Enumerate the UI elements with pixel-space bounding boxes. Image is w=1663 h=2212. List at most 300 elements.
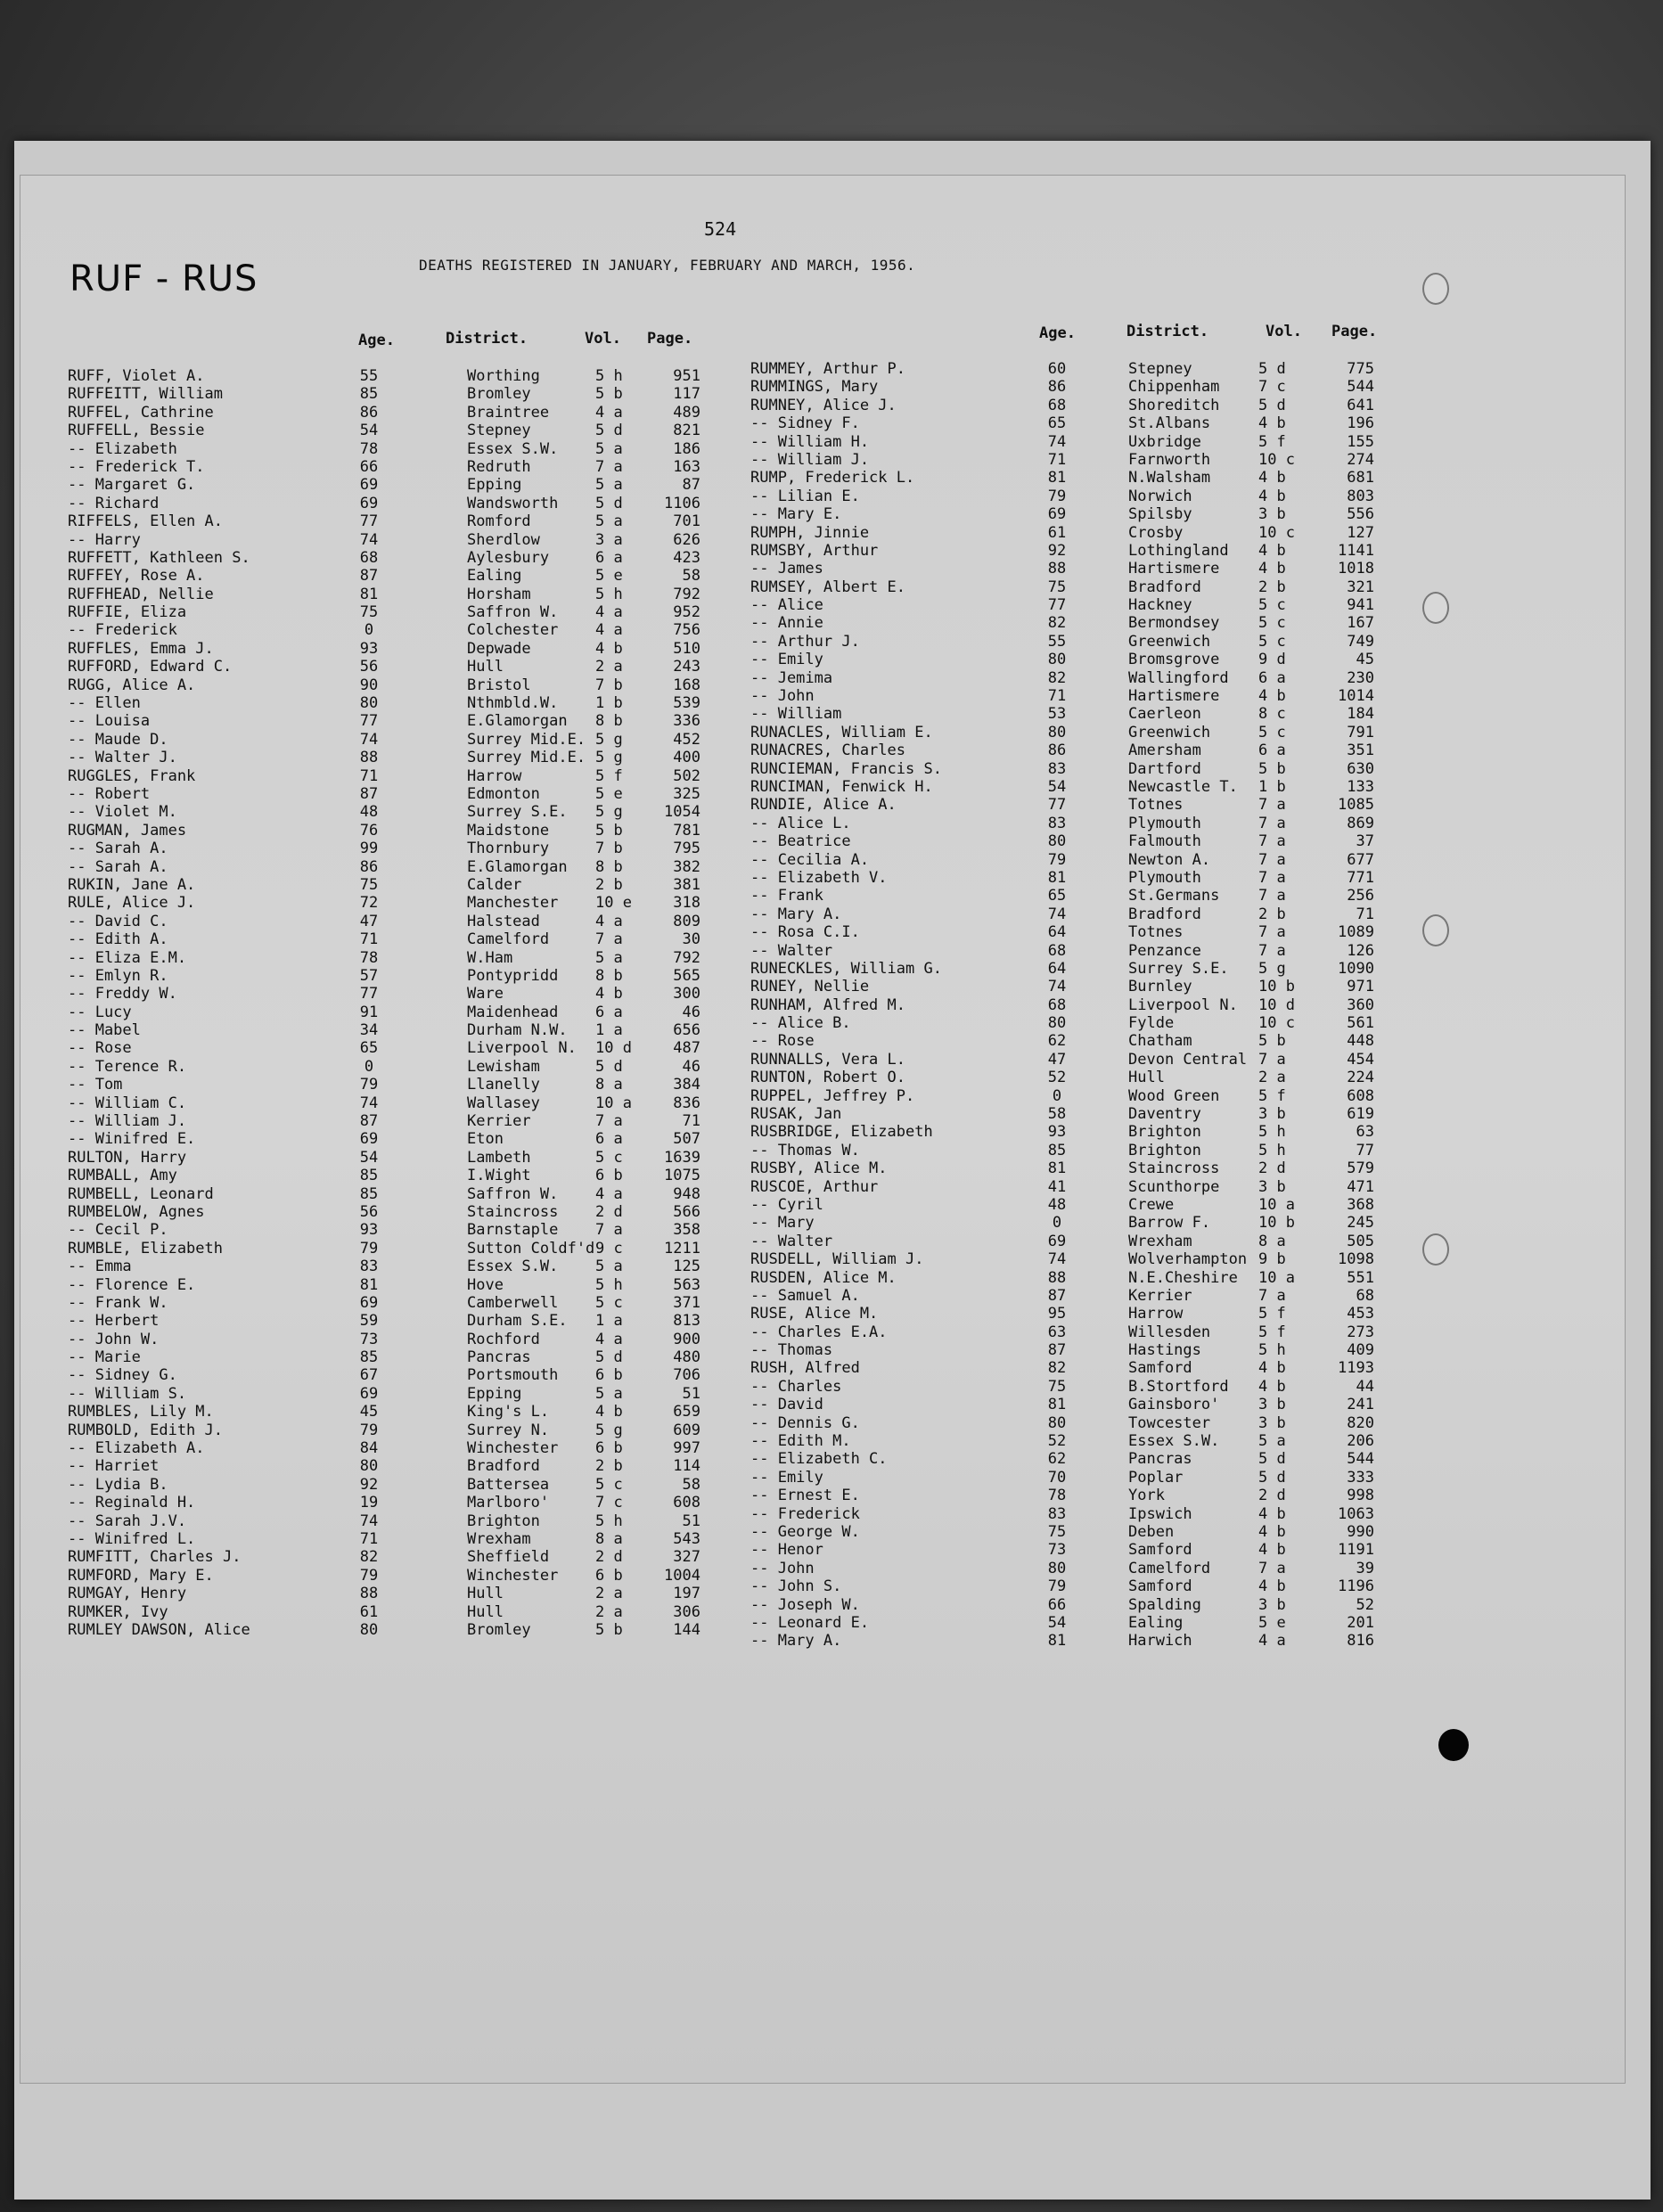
- entry-age: 80: [1047, 1559, 1067, 1577]
- entry-page: 1191: [1338, 1541, 1374, 1560]
- register-entry: [68, 840, 745, 857]
- entry-volume: 2 d: [595, 1202, 623, 1221]
- entry-district: Essex S.W.: [1128, 1432, 1220, 1451]
- entry-page: 382: [673, 857, 700, 876]
- entry-volume: 8 a: [595, 1530, 623, 1548]
- entry-page: 333: [1347, 1468, 1374, 1487]
- binder-hole: [1422, 592, 1449, 624]
- entry-page: 1098: [1338, 1250, 1374, 1269]
- entry-page: 71: [1356, 905, 1374, 923]
- entry-district: Plymouth: [1128, 868, 1201, 887]
- entry-volume: 9 d: [1258, 651, 1286, 669]
- entry-district: Barrow F.: [1128, 1214, 1211, 1233]
- entry-name: -- William C.: [68, 1094, 187, 1112]
- register-entry: [68, 1058, 745, 1076]
- entry-volume: 10 c: [1258, 1014, 1295, 1033]
- register-entry: [750, 741, 1410, 759]
- entry-age: 80: [359, 1620, 379, 1639]
- entry-volume: 5 h: [595, 367, 623, 385]
- entry-district: Wallasey: [467, 1094, 540, 1112]
- register-entry: [68, 1457, 745, 1475]
- entry-district: Plymouth: [1128, 814, 1201, 832]
- entry-name: RUFFETT, Kathleen S.: [68, 548, 250, 567]
- register-entry: [68, 1494, 745, 1512]
- entry-page: 114: [673, 1457, 700, 1476]
- entry-page: 454: [1347, 1050, 1374, 1069]
- entry-volume: 3 a: [595, 530, 623, 549]
- register-entry: [68, 1185, 745, 1203]
- register-entry: [750, 1250, 1410, 1268]
- entry-volume: 5 b: [595, 385, 623, 404]
- entry-district: Harrow: [1128, 1305, 1184, 1323]
- entry-page: 813: [673, 1312, 700, 1331]
- register-entry: [750, 1287, 1410, 1305]
- entry-age: 68: [1047, 941, 1067, 960]
- entry-age: 59: [359, 1312, 379, 1331]
- register-entry: [750, 1069, 1410, 1086]
- entry-district: Gainsboro': [1128, 1396, 1220, 1414]
- entry-volume: 4 b: [1258, 1359, 1286, 1378]
- entry-page: 543: [673, 1530, 700, 1548]
- register-entry: [750, 1505, 1410, 1523]
- entry-age: 85: [359, 385, 379, 404]
- entry-district: Staincross: [1128, 1159, 1220, 1178]
- entry-page: 46: [682, 1057, 700, 1076]
- entry-age: 64: [1047, 923, 1067, 942]
- entry-district: Sutton Coldf'd: [467, 1239, 595, 1258]
- entry-page: 480: [673, 1348, 700, 1367]
- entry-volume: 7 b: [595, 676, 623, 694]
- entry-name: -- Mabel: [68, 1021, 141, 1040]
- entry-volume: 3 b: [1258, 1396, 1286, 1414]
- entry-page: 681: [1347, 469, 1374, 487]
- entry-page: 274: [1347, 450, 1374, 469]
- entry-age: 81: [1047, 1632, 1067, 1651]
- entry-page: 1639: [664, 1148, 700, 1167]
- entry-page: 948: [673, 1184, 700, 1203]
- entry-district: Pancras: [467, 1348, 531, 1367]
- register-entry: [68, 1312, 745, 1330]
- register-entry: [750, 469, 1410, 487]
- entry-district: Lewisham: [467, 1057, 540, 1076]
- entry-name: -- Mary E.: [750, 505, 842, 524]
- entry-name: RUSE, Alice M.: [750, 1305, 879, 1323]
- entry-age: 52: [1047, 1069, 1067, 1087]
- entry-district: Bromsgrove: [1128, 651, 1220, 669]
- entry-age: 71: [359, 1530, 379, 1548]
- entry-age: 84: [359, 1439, 379, 1458]
- register-entry: [750, 578, 1410, 596]
- entry-district: Camberwell: [467, 1293, 559, 1312]
- entry-age: 74: [359, 530, 379, 549]
- entry-volume: 2 a: [595, 658, 623, 676]
- entry-district: Deben: [1128, 1523, 1175, 1541]
- entry-page: 1054: [664, 803, 700, 822]
- register-entry: [750, 505, 1410, 523]
- entry-page: 1090: [1338, 959, 1374, 978]
- entry-district: Aylesbury: [467, 548, 550, 567]
- entry-district: Ealing: [467, 567, 522, 586]
- entry-age: 77: [359, 985, 379, 1004]
- entry-district: Hull: [467, 1585, 504, 1603]
- register-entry: [750, 1142, 1410, 1159]
- register-entry: [750, 760, 1410, 778]
- entry-age: 86: [1047, 378, 1067, 397]
- entry-district: Maidenhead: [467, 1003, 559, 1021]
- entry-page: 245: [1347, 1214, 1374, 1233]
- entry-age: 79: [359, 1566, 379, 1585]
- register-entry: [750, 1523, 1410, 1541]
- binder-hole: [1422, 273, 1449, 305]
- register-entry: [750, 614, 1410, 632]
- entry-district: Crosby: [1128, 523, 1184, 542]
- entry-name: RUFFIE, Eliza: [68, 603, 187, 622]
- entry-page: 206: [1347, 1432, 1374, 1451]
- left-entry-list: [68, 367, 745, 1639]
- entry-district: W.Ham: [467, 948, 513, 967]
- entry-name: -- Walter: [750, 941, 833, 960]
- entry-district: Greenwich: [1128, 723, 1211, 741]
- entry-volume: 7 a: [1258, 832, 1286, 851]
- entry-volume: 4 b: [1258, 414, 1286, 433]
- entry-age: 88: [359, 749, 379, 767]
- entry-volume: 6 a: [595, 1130, 623, 1149]
- entry-name: -- Ernest E.: [750, 1487, 860, 1505]
- entry-name: -- Alice B.: [750, 1014, 851, 1033]
- entry-name: -- Elizabeth: [68, 439, 177, 458]
- register-entry: [68, 676, 745, 694]
- entry-name: RUNTON, Robert O.: [750, 1069, 905, 1087]
- entry-name: RUMBELOW, Agnes: [68, 1202, 205, 1221]
- register-entry: [68, 1421, 745, 1439]
- entry-name: RUNACRES, Charles: [750, 741, 905, 760]
- entry-page: 163: [673, 457, 700, 476]
- entry-name: -- Dennis G.: [750, 1413, 860, 1432]
- entry-volume: 6 b: [595, 1167, 623, 1185]
- entry-district: Staincross: [467, 1202, 559, 1221]
- entry-age: 80: [1047, 1413, 1067, 1432]
- entry-page: 196: [1347, 414, 1374, 433]
- entry-age: 69: [1047, 1232, 1067, 1250]
- entry-age: 58: [1047, 1105, 1067, 1124]
- register-entry: [750, 560, 1410, 578]
- entry-age: 63: [1047, 1323, 1067, 1341]
- entry-volume: 6 b: [595, 1366, 623, 1385]
- entry-age: 66: [1047, 1595, 1067, 1614]
- entry-name: RUNEY, Nellie: [750, 978, 870, 996]
- register-entry: [68, 858, 745, 876]
- register-entry: [68, 694, 745, 712]
- entry-page: 448: [1347, 1032, 1374, 1051]
- entry-volume: 10 e: [595, 894, 632, 913]
- entry-name: RUFFEY, Rose A.: [68, 567, 205, 586]
- register-entry: [68, 567, 745, 585]
- entry-volume: 5 a: [595, 512, 623, 531]
- entry-name: -- Elizabeth C.: [750, 1450, 888, 1469]
- entry-page: 795: [673, 840, 700, 858]
- entry-volume: 7 a: [595, 1221, 623, 1240]
- entry-district: Samford: [1128, 1577, 1192, 1596]
- entry-page: 452: [673, 730, 700, 749]
- entry-volume: 7 c: [1258, 378, 1286, 397]
- entry-age: 79: [359, 1421, 379, 1439]
- register-entry: [750, 1178, 1410, 1196]
- entry-volume: 7 a: [1258, 941, 1286, 960]
- entry-page: 551: [1347, 1268, 1374, 1287]
- entry-age: 56: [359, 1202, 379, 1221]
- entry-name: RUNHAM, Alfred M.: [750, 995, 905, 1014]
- entry-district: Totnes: [1128, 923, 1184, 942]
- entry-name: -- Elizabeth V.: [750, 868, 888, 887]
- entry-age: 0: [364, 621, 374, 640]
- register-entry: [750, 1414, 1410, 1432]
- entry-name: RUMLEY DAWSON, Alice: [68, 1620, 250, 1639]
- entry-district: Hastings: [1128, 1341, 1201, 1360]
- entry-age: 91: [359, 1003, 379, 1021]
- entry-page: 505: [1347, 1232, 1374, 1250]
- entry-name: RUMMINGS, Mary: [750, 378, 879, 397]
- entry-age: 69: [359, 1293, 379, 1312]
- entry-district: Hove: [467, 1275, 504, 1294]
- entry-district: Colchester: [467, 621, 559, 640]
- entry-name: RUNACLES, William E.: [750, 723, 933, 741]
- entry-page: 117: [673, 385, 700, 404]
- entry-age: 79: [359, 1239, 379, 1258]
- entry-page: 300: [673, 985, 700, 1004]
- entry-volume: 8 b: [595, 712, 623, 731]
- entry-district: Rochford: [467, 1330, 540, 1348]
- entry-page: 821: [673, 422, 700, 440]
- register-entry: [68, 422, 745, 439]
- entry-name: -- Richard: [68, 494, 160, 512]
- entry-volume: 2 a: [595, 1602, 623, 1621]
- entry-name: RUPPEL, Jeffrey P.: [750, 1086, 915, 1105]
- register-entry: [750, 1577, 1410, 1595]
- entry-district: Surrey N.: [467, 1421, 550, 1439]
- entry-district: Redruth: [467, 457, 531, 476]
- register-entry: [68, 985, 745, 1003]
- entry-district: Shoreditch: [1128, 396, 1220, 414]
- entry-page: 351: [1347, 741, 1374, 760]
- entry-district: Surrey Mid.E.: [467, 749, 586, 767]
- entry-page: 400: [673, 749, 700, 767]
- entry-age: 0: [364, 1057, 374, 1076]
- entry-age: 75: [1047, 1523, 1067, 1541]
- entry-age: 54: [1047, 777, 1067, 796]
- entry-district: Saffron W.: [467, 1184, 559, 1203]
- entry-volume: 2 b: [595, 875, 623, 894]
- entry-age: 71: [1047, 450, 1067, 469]
- entry-age: 80: [1047, 723, 1067, 741]
- register-entry: [68, 1439, 745, 1457]
- register-entry: [68, 549, 745, 567]
- entry-page: 360: [1347, 995, 1374, 1014]
- entry-page: 809: [673, 912, 700, 930]
- entry-page: 502: [673, 766, 700, 785]
- entry-volume: 5 h: [1258, 1141, 1286, 1159]
- entry-page: 45: [1356, 651, 1374, 669]
- entry-district: Wrexham: [1128, 1232, 1192, 1250]
- entry-district: Fylde: [1128, 1014, 1175, 1033]
- entry-district: Surrey Mid.E.: [467, 730, 586, 749]
- register-entry: [750, 524, 1410, 542]
- entry-volume: 6 b: [595, 1566, 623, 1585]
- entry-district: Wolverhampton: [1128, 1250, 1248, 1269]
- entry-age: 75: [1047, 1377, 1067, 1396]
- entry-name: RUFFELL, Bessie: [68, 422, 205, 440]
- register-entry: [750, 360, 1410, 378]
- entry-page: 471: [1347, 1177, 1374, 1196]
- entry-name: -- James: [750, 560, 823, 578]
- entry-name: RUKIN, Jane A.: [68, 875, 196, 894]
- entry-volume: 4 b: [1258, 560, 1286, 578]
- entry-name: RUSAK, Jan: [750, 1105, 842, 1124]
- register-entry: [750, 1487, 1410, 1504]
- entry-page: 423: [673, 548, 700, 567]
- entry-age: 83: [1047, 1504, 1067, 1523]
- register-entry: [750, 1596, 1410, 1614]
- entry-name: -- Emma: [68, 1258, 132, 1276]
- register-entry: [68, 1112, 745, 1130]
- register-entry: [68, 1276, 745, 1294]
- entry-name: -- Winifred E.: [68, 1130, 196, 1149]
- entry-volume: 5 h: [1258, 1341, 1286, 1360]
- entry-name: RUMBELL, Leonard: [68, 1184, 214, 1203]
- entry-district: Wandsworth: [467, 494, 559, 512]
- entry-volume: 5 g: [595, 1421, 623, 1439]
- entry-volume: 7 a: [595, 457, 623, 476]
- entry-age: 75: [359, 875, 379, 894]
- entry-district: Lothingland: [1128, 541, 1229, 560]
- entry-name: -- Margaret G.: [68, 476, 196, 495]
- entry-name: RUSDEN, Alice M.: [750, 1268, 897, 1287]
- entry-district: Hackney: [1128, 596, 1192, 615]
- entry-volume: 10 b: [1258, 1214, 1295, 1233]
- entry-age: 93: [1047, 1123, 1067, 1142]
- entry-age: 74: [359, 1094, 379, 1112]
- entry-district: Greenwich: [1128, 632, 1211, 651]
- entry-page: 1106: [664, 494, 700, 512]
- entry-volume: 7 a: [1258, 923, 1286, 942]
- register-entry: [750, 1105, 1410, 1123]
- register-entry: [750, 724, 1410, 741]
- entry-age: 79: [1047, 487, 1067, 505]
- entry-age: 62: [1047, 1450, 1067, 1469]
- entry-name: RUMKER, Ivy: [68, 1602, 168, 1621]
- entry-age: 74: [1047, 905, 1067, 923]
- entry-volume: 5 c: [1258, 614, 1286, 633]
- register-entry: [68, 1294, 745, 1312]
- entry-district: Totnes: [1128, 796, 1184, 815]
- entry-district: Spilsby: [1128, 505, 1192, 524]
- entry-volume: 7 a: [1258, 1050, 1286, 1069]
- entry-volume: 10 c: [1258, 450, 1295, 469]
- entry-name: RUMGAY, Henry: [68, 1585, 187, 1603]
- entry-name: -- William J.: [68, 1112, 187, 1131]
- entry-page: 63: [1356, 1123, 1374, 1142]
- entry-district: Bromley: [467, 1620, 531, 1639]
- entry-district: Newton A.: [1128, 850, 1211, 869]
- entry-page: 381: [673, 875, 700, 894]
- entry-name: -- George W.: [750, 1523, 860, 1541]
- entry-volume: 3 b: [1258, 1413, 1286, 1432]
- entry-page: 487: [673, 1039, 700, 1058]
- entry-page: 820: [1347, 1413, 1374, 1432]
- entry-volume: 5 f: [1258, 1305, 1286, 1323]
- register-entry: [68, 949, 745, 967]
- entry-page: 1075: [664, 1167, 700, 1185]
- entry-page: 556: [1347, 505, 1374, 524]
- entry-name: -- Louisa: [68, 712, 151, 731]
- entry-volume: 7 a: [595, 1112, 623, 1131]
- entry-district: Falmouth: [1128, 832, 1201, 851]
- entry-volume: 5 f: [1258, 1086, 1286, 1105]
- entry-district: Bradford: [1128, 905, 1201, 923]
- entry-district: Stepney: [1128, 360, 1192, 378]
- entry-page: 327: [673, 1548, 700, 1567]
- entry-volume: 4 a: [595, 1184, 623, 1203]
- entry-name: -- Cecil P.: [68, 1221, 168, 1240]
- entry-name: -- John: [750, 1559, 815, 1577]
- entry-volume: 1 b: [1258, 777, 1286, 796]
- register-entry: [68, 967, 745, 985]
- register-entry: [68, 404, 745, 422]
- entry-volume: 2 a: [595, 1585, 623, 1603]
- entry-name: RUMBOLD, Edith J.: [68, 1421, 223, 1439]
- entry-page: 489: [673, 403, 700, 422]
- entry-volume: 3 b: [1258, 1595, 1286, 1614]
- register-entry: [750, 1378, 1410, 1396]
- entry-name: -- Emily: [750, 651, 823, 669]
- entry-age: 69: [359, 1130, 379, 1149]
- entry-page: 561: [1347, 1014, 1374, 1033]
- entry-volume: 6 a: [1258, 668, 1286, 687]
- entry-page: 792: [673, 948, 700, 967]
- register-entry: [750, 1359, 1410, 1377]
- entry-volume: 1 a: [595, 1312, 623, 1331]
- entry-name: RUMBALL, Amy: [68, 1167, 177, 1185]
- entry-page: 608: [673, 1494, 700, 1512]
- entry-page: 127: [1347, 523, 1374, 542]
- entry-page: 756: [673, 621, 700, 640]
- entry-name: -- David: [750, 1396, 823, 1414]
- right-page-header: Page.: [1331, 323, 1378, 340]
- entry-name: -- Frank W.: [68, 1293, 168, 1312]
- entry-age: 78: [359, 439, 379, 458]
- register-entry: [68, 440, 745, 458]
- entry-district: Hartismere: [1128, 560, 1220, 578]
- register-entry: [750, 1233, 1410, 1250]
- entry-district: B.Stortford: [1128, 1377, 1229, 1396]
- entry-name: -- Marie: [68, 1348, 141, 1367]
- entry-volume: 3 b: [1258, 1177, 1286, 1196]
- entry-volume: 5 c: [1258, 632, 1286, 651]
- entry-page: 409: [1347, 1341, 1374, 1360]
- entry-age: 65: [1047, 414, 1067, 433]
- entry-name: RUFF, Violet A.: [68, 367, 205, 385]
- entry-page: 990: [1347, 1523, 1374, 1541]
- register-entry: [68, 1167, 745, 1184]
- register-entry: [750, 1614, 1410, 1632]
- register-entry: [68, 512, 745, 530]
- entry-page: 68: [1356, 1286, 1374, 1305]
- entry-name: -- Herbert: [68, 1312, 160, 1331]
- entry-name: RULTON, Harry: [68, 1148, 187, 1167]
- entry-name: RUMP, Frederick L.: [750, 469, 915, 487]
- entry-name: RUGGLES, Frank: [68, 766, 196, 785]
- entry-page: 453: [1347, 1305, 1374, 1323]
- entry-volume: 8 a: [1258, 1232, 1286, 1250]
